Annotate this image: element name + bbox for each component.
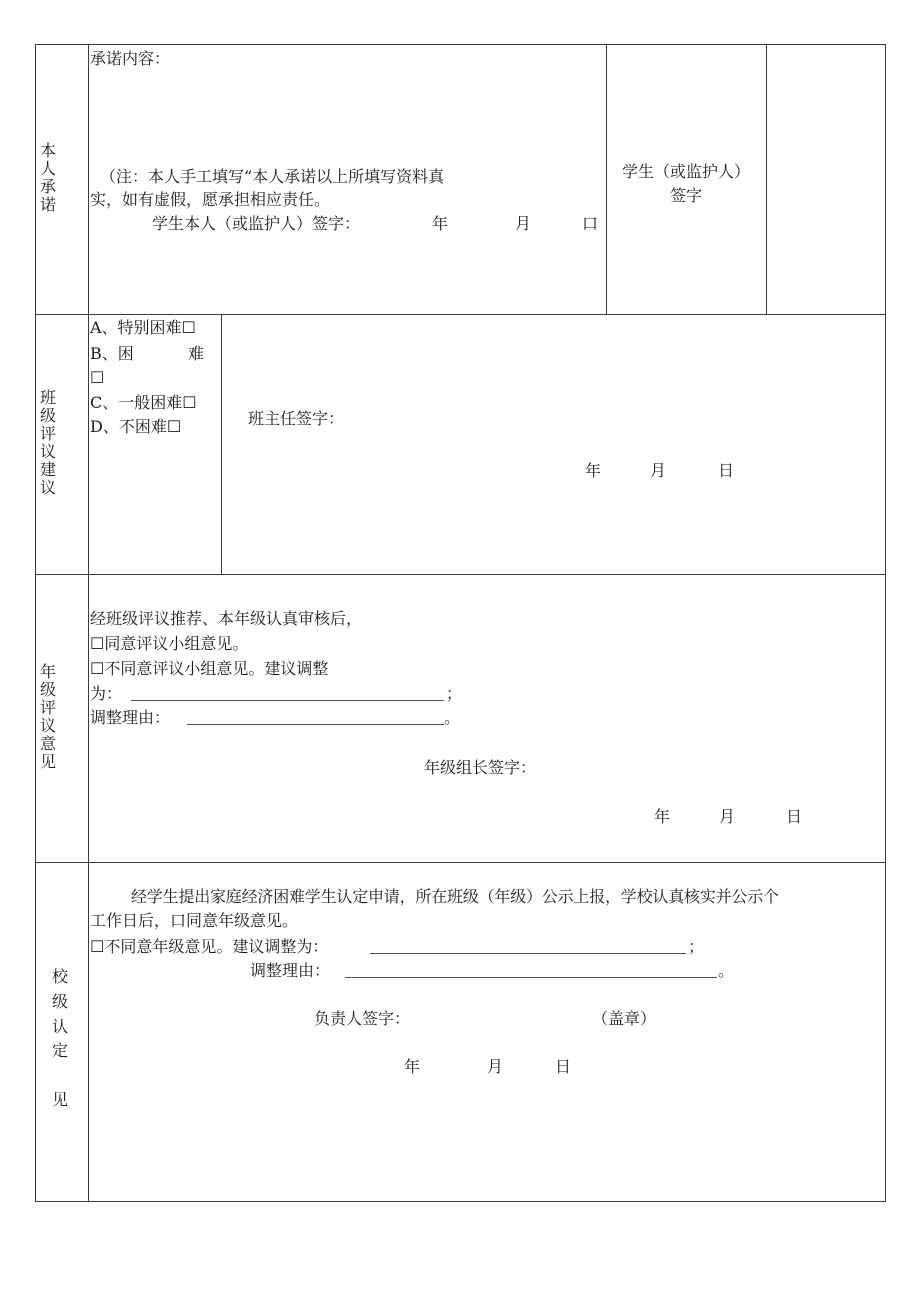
option-a-checkbox[interactable]: A、特别困难☐ — [90, 318, 196, 337]
grade-adjust-blank[interactable] — [131, 700, 444, 701]
grade-leader-sign-label: 年级组长签字： — [424, 758, 537, 777]
table-border-top — [35, 44, 886, 45]
school-adjust-suffix: ； — [688, 937, 705, 956]
table-border-right — [885, 44, 886, 1202]
section1-label — [36, 142, 60, 214]
option-b-box[interactable]: ☐ — [90, 368, 105, 387]
commitment-note-line1: （注：本人手工填写“本人承诺以上所填写资料真 — [100, 167, 445, 186]
option-b-checkbox[interactable]: B、困 — [90, 344, 134, 363]
grade-agree-checkbox[interactable]: ☐同意评议小组意见。 — [90, 634, 249, 653]
section4-label-char: 校 — [51, 967, 68, 986]
section4-label-char — [48, 1064, 72, 1088]
guardian-sign-label-line1: 学生（或监护人） — [621, 162, 750, 181]
section3-label-char: 级 — [39, 679, 56, 699]
seal-label: （盖章） — [592, 1009, 657, 1028]
section3-label — [36, 663, 60, 770]
section1-year: 年 — [432, 214, 449, 233]
guardian-sign-label — [606, 160, 766, 208]
section1-label-char: 人 — [39, 158, 56, 178]
label-column-divider — [88, 44, 89, 1202]
section2-year: 年 — [585, 461, 602, 480]
section1-label-char: 诺 — [39, 194, 56, 214]
student-sign-label: 学生本人（或监护人）签字： — [152, 214, 361, 233]
principal-sign-label: 负责人签字： — [314, 1009, 411, 1028]
grade-disagree-checkbox[interactable]: ☐不同意评议小组意见。建议调整 — [90, 659, 329, 678]
section4-label-char: 认 — [51, 1016, 68, 1036]
head-teacher-sign-label: 班主任签字： — [248, 409, 345, 428]
section4-label-char: 定 — [51, 1041, 68, 1061]
section1-label-char: 承 — [39, 176, 56, 196]
section2-label-char: 议 — [39, 441, 56, 461]
school-adjust-blank[interactable] — [370, 953, 686, 954]
commitment-content-label: 承诺内容： — [90, 49, 171, 68]
section3-year: 年 — [654, 807, 671, 826]
section3-label-char: 评 — [39, 697, 56, 717]
school-review-para-line2: 工作日后，口同意年级意见。 — [90, 911, 299, 930]
row-divider-1 — [35, 314, 886, 315]
section3-label-char: 议 — [39, 715, 56, 735]
section3-label-char: 年 — [39, 662, 56, 681]
option-c-checkbox[interactable]: C、一般困难☐ — [90, 393, 197, 412]
section2-month: 月 — [650, 461, 667, 480]
section4-label-char: 见 — [51, 1090, 68, 1110]
option-d-checkbox[interactable]: D、不困难☐ — [90, 417, 182, 436]
section2-label — [36, 389, 60, 496]
section3-label-char: 见 — [39, 751, 56, 771]
guardian-sign-label-line2: 签字 — [669, 186, 702, 205]
section3-day: 日 — [786, 807, 803, 826]
section2-label-char: 议 — [39, 477, 56, 497]
section3-month: 月 — [719, 807, 736, 826]
grade-reason-suffix: 。 — [444, 708, 461, 727]
school-reason-blank[interactable] — [345, 977, 717, 978]
grade-reason-prefix: 调整理由： — [90, 708, 171, 727]
table-border-bottom — [35, 1201, 886, 1202]
option-b-text: 难 — [188, 344, 205, 363]
section4-label — [48, 965, 72, 1113]
school-disagree-checkbox[interactable]: ☐不同意年级意见。建议调整为： — [90, 937, 329, 956]
grade-reason-blank[interactable] — [187, 724, 444, 725]
school-reason-prefix: 调整理由： — [250, 961, 331, 980]
row-divider-3 — [35, 862, 886, 863]
grade-review-line1: 经班级评议推荐、本年级认真审核后， — [90, 609, 363, 628]
section2-day: 日 — [718, 461, 735, 480]
section1-month: 月 — [515, 214, 532, 233]
section1-day: 口 — [582, 214, 599, 233]
section2-label-char: 评 — [39, 423, 56, 443]
school-review-para-line1: 经学生提出家庭经济困难学生认定申请，所在班级（年级）公示上报，学校认真核实并公示个 — [131, 887, 779, 906]
section4-year: 年 — [404, 1057, 421, 1076]
guardian-signature-cell[interactable] — [767, 45, 885, 314]
section4-label-char: 级 — [51, 991, 68, 1011]
section2-label-char: 班 — [39, 388, 56, 407]
section4-day: 日 — [555, 1057, 572, 1076]
section2-label-char: 级 — [39, 405, 56, 425]
grade-adjust-suffix: ； — [446, 684, 463, 703]
section2-label-char: 建 — [39, 459, 56, 479]
row-divider-2 — [35, 574, 886, 575]
section2-options-divider — [221, 314, 222, 575]
school-reason-suffix: 。 — [718, 961, 735, 980]
commitment-note-line2: 实，如有虚假，愿承担相应责任。 — [90, 190, 331, 209]
grade-adjust-prefix: 为： — [90, 684, 123, 703]
section4-month: 月 — [487, 1057, 504, 1076]
section1-label-char: 本 — [39, 141, 56, 160]
table-border-left — [35, 44, 36, 1202]
section3-label-char: 意 — [39, 733, 56, 753]
